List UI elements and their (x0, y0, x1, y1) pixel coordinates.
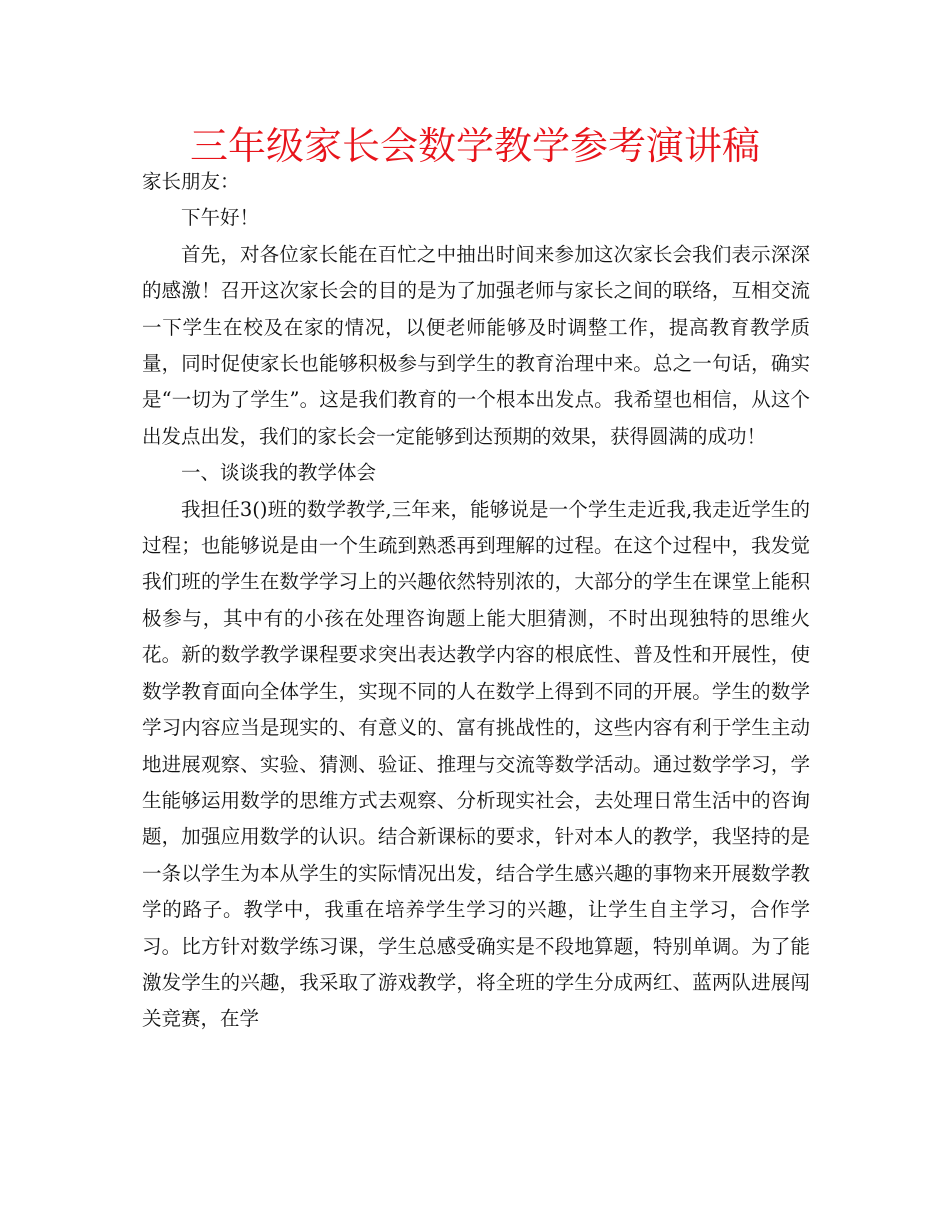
paragraph-teaching-experience: 我担任3()班的数学教学,三年来，能够说是一个学生走近我,我走近学生的过程；也能够说是由一个生疏到熟悉再到理解的过程。在这个过程中，我发觉我们班的学生在数学学习上的兴趣依然特别浓的，大部分的学生在课堂上能积极参与，其中有的小孩在处理咨询题上能大胆猜测，不时出现独特的思维火花。新的数学教学课程要求突出表达教学内容的根底性、普及性和开展性，使数学教育面向全体学生，实现不同的人在数学上得到不同的开展。学生的数学学习内容应当是现实的、有意义的、富有挑战性的，这些内容有利于学生主动地进展观察、实验、猜测、验证、推理与交流等数学活动。通过数学学习，学生能够运用数学的思维方式去观察、分析现实社会，去处理日常生活中的咨询题，加强应用数学的认识。结合新课标的要求，针对本人的教学，我坚持的是一条以学生为本从学生的实际情况出发，结合学生感兴趣的事物来开展数学教学的路子。教学中，我重在培养学生学习的兴趣，让学生自主学习，合作学习。比方针对数学练习课，学生总感受确实是不段地算题，特别单调。为了能激发学生的兴趣，我采取了游戏教学，将全班的学生分成两红、蓝两队进展闯关竞赛，在学 (142, 497, 810, 1031)
greeting: 下午好！ (181, 206, 260, 230)
document-title: 三年级家长会数学教学参考演讲稿 (189, 124, 760, 168)
salutation: 家长朋友： (142, 170, 240, 193)
section-heading: 一、谈谈我的教学体会 (181, 461, 377, 485)
document-body (142, 164, 810, 1038)
paragraph-intro: 首先，对各位家长能在百忙之中抽出时间来参加这次家长会我们表示深深的感激！召开这次家长会的目的是为了加强老师与家长之间的联络，互相交流一下学生在校及在家的情况，以便老师能够及时调整工作，提高教育教学质量，同时促使家长也能够积极参与到学生的教育治理中来。总之一句话，确实是“一切为了学生”。这是我们教育的一个根本出发点。我希望也相信，从这个出发点出发，我们的家长会一定能够到达预期的效果，获得圆满的成功！ (142, 242, 810, 448)
